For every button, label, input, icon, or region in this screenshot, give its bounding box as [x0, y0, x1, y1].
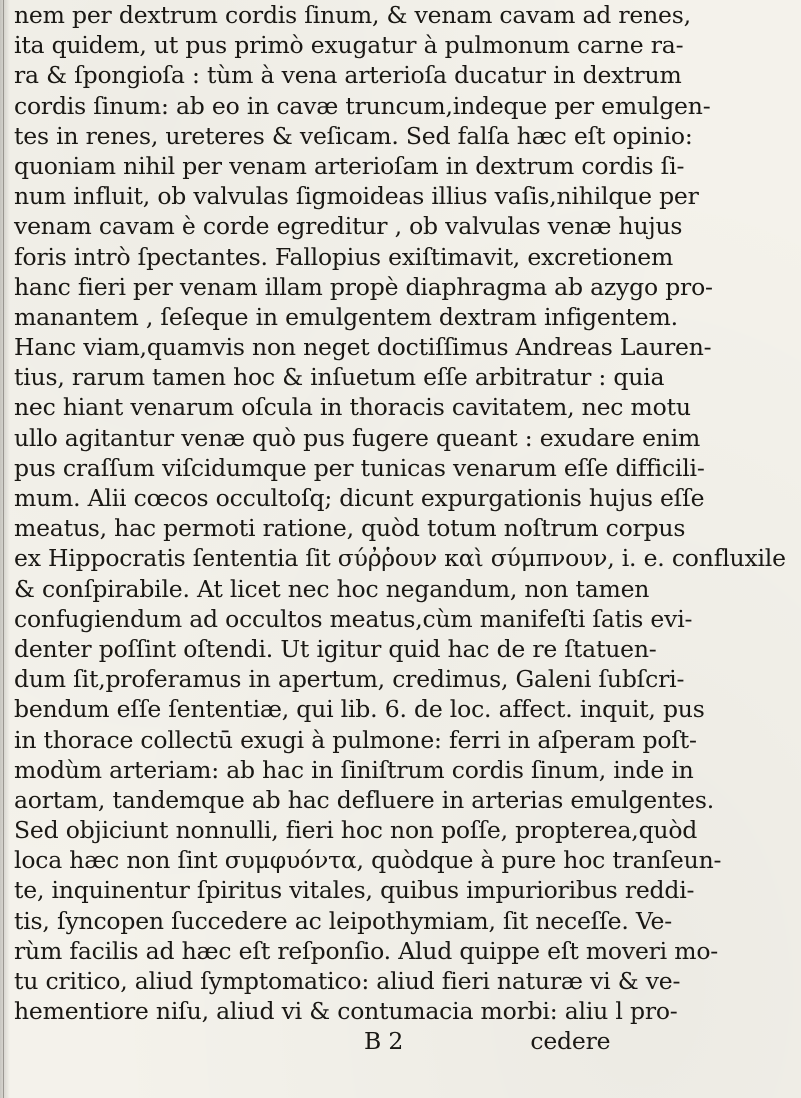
text-line: ita quidem, ut pus primò exugatur à pulmonum carne ra- [14, 31, 684, 60]
text-line: denter poſſint oſtendi. Ut igitur quid hac de re ſtatuen- [14, 634, 657, 663]
text-line: tius, rarum tamen hoc & inſuetum eſſe arbitratur : quia [14, 363, 665, 392]
text-line: ullo agitantur venæ quò pus fugere queant : exudare enim [14, 423, 701, 452]
text-line: tes in renes, ureteres & veſicam. Sed falſa hæc eſt opinio: [14, 121, 693, 150]
text-line: tu critico, aliud ſymptomatico: aliud fieri naturæ vi & ve- [14, 967, 681, 995]
text-line: dum ſit,proferamus in apertum, credimus, Galeni ſubſcri- [14, 665, 685, 694]
text-line: mum. Alii cœcos occultoſq; dicunt expurgationis hujus eſſe [14, 484, 705, 512]
text-line: & conſpirabile. At licet nec hoc negandum, non tamen [14, 574, 650, 603]
gutter-rule [3, 0, 4, 1098]
text-line: Sed objiciunt nonnulli, fieri hoc non poſſe, propterea,quòd [14, 816, 698, 845]
gutter-shadow [0, 0, 10, 1098]
text-line: in thorace collectū exugi à pulmone: ferri in aſperam poſt- [14, 725, 697, 754]
text-line: foris intrò ſpectantes. Fallopius exiſtimavit, excretionem [14, 242, 674, 271]
text-line: te, inquinentur ſpiritus vitales, quibus impurioribus reddi- [14, 876, 695, 905]
text-line: meatus, hac permoti ratione, quòd totum noſtrum corpus [14, 514, 686, 543]
body-text [14, 0, 789, 1057]
text-line: quoniam nihil per venam arterioſam in dextrum cordis ſi- [14, 151, 685, 180]
text-line: venam cavam è corde egreditur , ob valvulas venæ hujus [14, 212, 683, 241]
catchword: cedere [530, 1027, 611, 1056]
text-line: Hanc viam,quamvis non neget doctiſſimus Andreas Lauren- [14, 333, 712, 362]
text-line: cordis ſinum: ab eo in cavæ truncum,indeque per emulgen- [14, 91, 711, 120]
text-line: nem per dextrum cordis ſinum, & venam cavam ad renes, [14, 1, 691, 29]
text-line: hanc fieri per venam illam propè diaphragma ab azygo pro- [14, 272, 713, 301]
text-line: rùm facilis ad hæc eſt reſponſio. Alud quippe eſt moveri mo- [14, 936, 719, 965]
text-line: pus craſſum viſcidumque per tunicas venarum eſſe difficili- [14, 453, 705, 482]
text-line: nec hiant venarum oſcula in thoracis cavitatem, nec motu [14, 393, 691, 422]
signature-mark: B 2 [364, 1027, 404, 1056]
text-line: aortam, tandemque ab hac defluere in arterias emulgentes. [14, 785, 714, 814]
text-line: modùm arteriam: ab hac in ſiniſtrum cordis ſinum, inde in [14, 755, 694, 784]
text-line: manantem , ſeſeque in emulgentem dextram infigentem. [14, 302, 678, 331]
text-line: loca hæc non ſint συμφυόντα, quòdque à pure hoc tranſeun- [14, 846, 722, 875]
text-line: tis, ſyncopen ſuccedere ac leipothymiam, ſit neceſſe. Ve- [14, 906, 672, 935]
text-line: num influit, ob valvulas ſigmoideas illius vaſis,nihilque per [14, 182, 699, 211]
footer-line [14, 1026, 789, 1056]
text-line: hementiore niſu, aliud vi & contumacia morbi: aliu l pro- [14, 997, 678, 1026]
text-line: bendum eſſe ſententiæ, qui lib. 6. de loc. affect. inquit, pus [14, 695, 705, 724]
text-line: confugiendum ad occultos meatus,cùm manifeſti ſatis evi- [14, 604, 693, 633]
text-line: ex Hippocratis ſententia ſit σύῤῥουν καὶ σύμπνουν, i. e. confluxile [14, 544, 786, 573]
text-line: ra & ſpongioſa : tùm à vena arterioſa ducatur in dextrum [14, 61, 682, 90]
